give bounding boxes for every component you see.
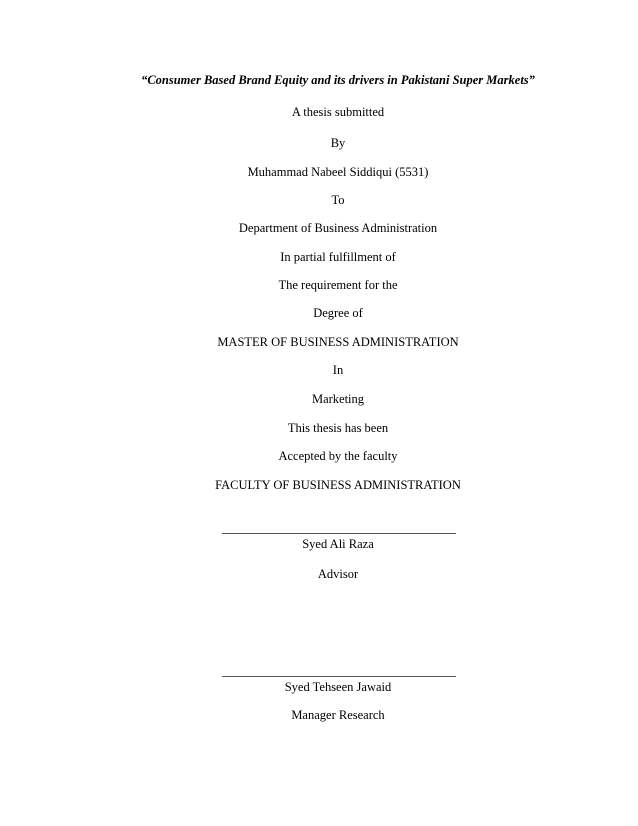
text-line-to: To — [331, 193, 345, 207]
advisor-name: Syed Ali Raza — [302, 537, 374, 551]
text-line-accepted-by: Accepted by the faculty — [278, 449, 398, 463]
department-name: Department of Business Administration — [238, 221, 438, 235]
manager-signature-line — [222, 676, 456, 677]
text-line-requirement: The requirement for the — [278, 278, 398, 292]
author-name: Muhammad Nabeel Siddiqui (5531) — [247, 165, 429, 179]
text-line-thesis-submitted: A thesis submitted — [291, 105, 385, 119]
specialization: Marketing — [311, 392, 365, 406]
advisor-signature-line — [222, 533, 456, 534]
thesis-title: “Consumer Based Brand Equity and its drivers in Pakistani Super Markets” — [141, 73, 535, 87]
advisor-role: Advisor — [317, 567, 359, 581]
text-line-partial-fulfillment: In partial fulfillment of — [280, 250, 396, 264]
text-line-by: By — [330, 136, 346, 150]
degree-name: MASTER OF BUSINESS ADMINISTRATION — [217, 335, 459, 349]
faculty-name: FACULTY OF BUSINESS ADMINISTRATION — [215, 478, 461, 492]
text-line-thesis-has-been: This thesis has been — [287, 421, 389, 435]
text-line-degree-of: Degree of — [313, 306, 363, 320]
manager-name: Syed Tehseen Jawaid — [284, 680, 392, 694]
text-line-in: In — [332, 363, 344, 377]
manager-role: Manager Research — [291, 708, 385, 722]
